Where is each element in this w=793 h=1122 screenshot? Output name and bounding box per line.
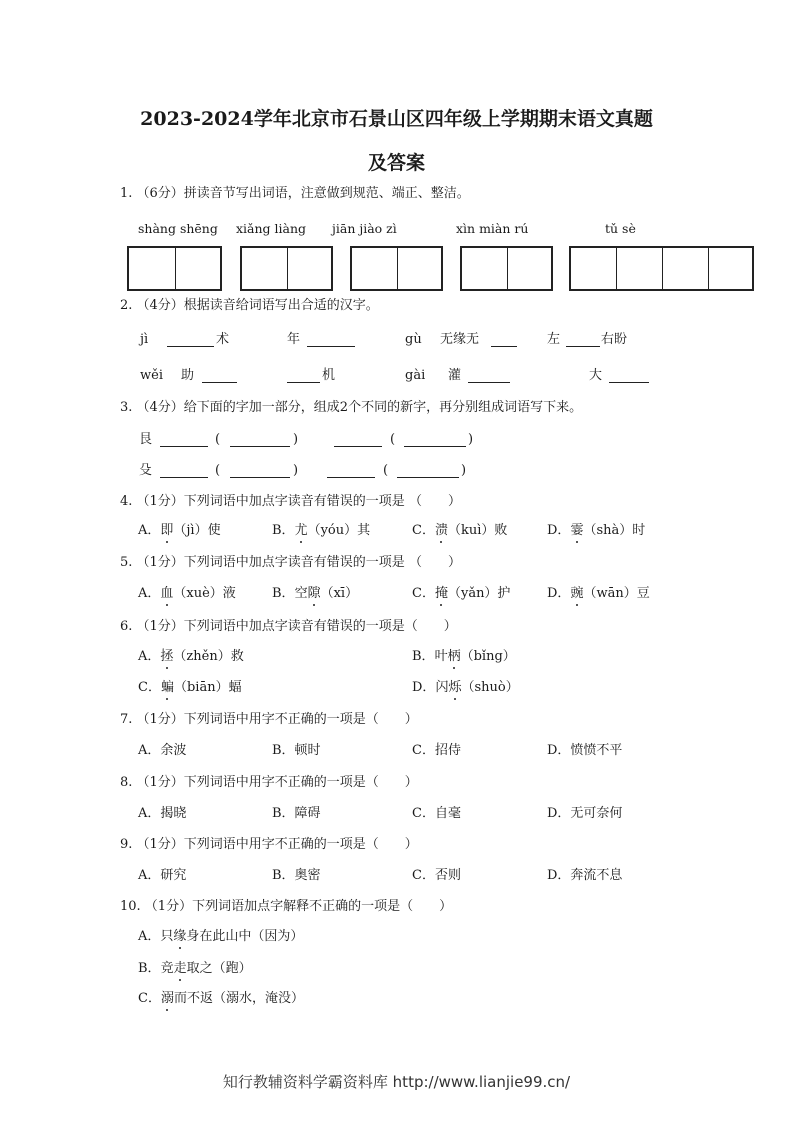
page-title-line2: 及答案: [367, 152, 425, 174]
q3-r2-paren-close-1: ): [293, 463, 299, 478]
q3-r2-blank-2[interactable]: [230, 463, 290, 478]
q2-r2-a-blank[interactable]: [202, 368, 237, 383]
q3-r1-blank-4[interactable]: [404, 432, 466, 447]
q8-option-d[interactable]: D．无可奈何: [547, 806, 623, 821]
q7-option-c[interactable]: C．招侍: [412, 743, 461, 758]
q8-option-a[interactable]: A．揭晓: [138, 806, 187, 821]
q2-r1-c-pre: 无缘无: [440, 332, 480, 347]
q2-r1-a-pinyin: jì: [140, 332, 149, 347]
q4-option-a[interactable]: A．即（jì）使: [138, 523, 221, 538]
q10-stem: 10. （1分）下列词语加点字解释不正确的一项是（ ）: [120, 899, 453, 914]
q3-r1-paren-open-2: (: [390, 432, 396, 447]
q2-r1-d-pre: 左: [547, 332, 561, 347]
q3-r1-paren-open-1: (: [215, 432, 221, 447]
q3-r2-blank-4[interactable]: [397, 463, 459, 478]
answer-box-1[interactable]: [127, 246, 222, 291]
q2-r2-c-pre: 灌: [448, 368, 462, 383]
q2-r1-b-blank[interactable]: [307, 332, 355, 347]
q7-option-d[interactable]: D．愤愤不平: [547, 743, 623, 758]
q3-r1-blank-1[interactable]: [160, 432, 208, 447]
q2-r1-a-blank[interactable]: [167, 332, 214, 347]
q3-r1-blank-3[interactable]: [334, 432, 382, 447]
q2-r2-c-blank[interactable]: [468, 368, 510, 383]
q4-option-d[interactable]: D．霎（shà）时: [547, 523, 646, 538]
q2-r1-c-pinyin: gù: [405, 332, 422, 347]
q6-option-a[interactable]: A．拯（zhěn）救: [138, 649, 244, 664]
q5-option-d[interactable]: D．豌（wān）豆: [547, 586, 650, 601]
q1-pinyin-2: xiǎng liàng: [236, 221, 307, 236]
q2-stem: 2. （4分）根据读音给词语写出合适的汉字。: [120, 298, 379, 313]
q2-r2-b-after: 机: [322, 368, 336, 383]
q9-option-a[interactable]: A．研究: [138, 868, 187, 883]
q2-r1-b-pre: 年: [287, 332, 301, 347]
q3-r2-paren-open-2: (: [383, 463, 389, 478]
answer-box-3[interactable]: [350, 246, 443, 291]
q1-stem: 1. （6分）拼读音节写出词语，注意做到规范、端正、整洁。: [120, 186, 470, 201]
q7-stem: 7. （1分）下列词语中用字不正确的一项是（ ）: [120, 712, 418, 727]
q2-r2-a-pinyin: wěi: [140, 368, 163, 383]
q7-option-a[interactable]: A．余波: [138, 743, 187, 758]
q3-r1-blank-2[interactable]: [230, 432, 290, 447]
q1-pinyin-3: jiān jiào zì: [332, 221, 397, 236]
q4-option-b[interactable]: B．尤（yóu）其: [272, 523, 371, 538]
q9-option-b[interactable]: B．奥密: [272, 868, 321, 883]
q5-stem: 5. （1分）下列词语中加点字读音有错误的一项是 （ ）: [120, 555, 461, 570]
q2-r2-c-pinyin: gài: [405, 368, 426, 383]
q4-stem: 4. （1分）下列词语中加点字读音有错误的一项是 （ ）: [120, 494, 461, 509]
q10-option-a[interactable]: A．只缘身在此山中（因为）: [138, 929, 304, 944]
q6-option-d[interactable]: D．闪烁（shuò）: [412, 680, 519, 695]
q3-r2-blank-3[interactable]: [327, 463, 375, 478]
q1-pinyin-1: shàng shēng: [138, 221, 218, 236]
q9-stem: 9. （1分）下列词语中用字不正确的一项是（ ）: [120, 837, 418, 852]
q3-r1-paren-close-1: ): [293, 432, 299, 447]
q5-option-b[interactable]: B．空隙（xī）: [272, 586, 359, 601]
q2-r1-d-after: 右盼: [601, 332, 628, 347]
q6-option-c[interactable]: C．蝙（biān）蝠: [138, 680, 242, 695]
q5-option-c[interactable]: C．掩（yǎn）护: [412, 586, 511, 601]
q4-option-c[interactable]: C．溃（kuì）败: [412, 523, 508, 538]
q2-r2-d-pre: 大: [589, 368, 603, 383]
q8-stem: 8. （1分）下列词语中用字不正确的一项是（ ）: [120, 775, 418, 790]
q6-stem: 6. （1分）下列词语中加点字读音有错误的一项是（ ）: [120, 619, 457, 634]
q1-pinyin-4: xìn miàn rú: [456, 221, 529, 236]
q6-option-b[interactable]: B．叶柄（bǐng）: [412, 649, 516, 664]
q3-r1-paren-close-2: ): [468, 432, 474, 447]
q3-char-2: 殳: [139, 463, 153, 478]
footer-watermark: 知行教辅资料学霸资料库 http://www.lianjie99.cn/: [222, 1073, 571, 1091]
answer-box-5[interactable]: [569, 246, 754, 291]
q7-option-b[interactable]: B．顿时: [272, 743, 321, 758]
q10-option-b[interactable]: B．竞走取之（跑）: [138, 961, 252, 976]
q3-r2-blank-1[interactable]: [160, 463, 208, 478]
q2-r1-c-blank[interactable]: [491, 332, 517, 347]
q1-pinyin-5: tǔ sè: [605, 221, 636, 236]
q9-option-d[interactable]: D．奔流不息: [547, 868, 623, 883]
answer-box-4[interactable]: [460, 246, 553, 291]
q10-option-c[interactable]: C．溺而不返（溺水，淹没）: [138, 991, 304, 1006]
q2-r1-d-blank[interactable]: [566, 332, 600, 347]
answer-box-2[interactable]: [240, 246, 333, 291]
q3-stem: 3. （4分）给下面的字加一部分，组成2个不同的新字，再分别组成词语写下来。: [120, 400, 583, 415]
q2-r2-d-blank[interactable]: [609, 368, 649, 383]
q8-option-c[interactable]: C．自毫: [412, 806, 461, 821]
q2-r1-a-after: 术: [216, 332, 230, 347]
q8-option-b[interactable]: B．障碍: [272, 806, 321, 821]
q2-r2-a-pre: 助: [181, 368, 195, 383]
q5-option-a[interactable]: A．血（xuè）液: [138, 586, 236, 601]
q9-option-c[interactable]: C．否则: [412, 868, 461, 883]
q3-r2-paren-open-1: (: [215, 463, 221, 478]
page-title: 2023-2024学年北京市石景山区四年级上学期期末语文真题: [140, 108, 653, 130]
q3-char-1: 艮: [139, 432, 153, 447]
q2-r2-b-blank[interactable]: [287, 368, 320, 383]
q3-r2-paren-close-2: ): [461, 463, 467, 478]
